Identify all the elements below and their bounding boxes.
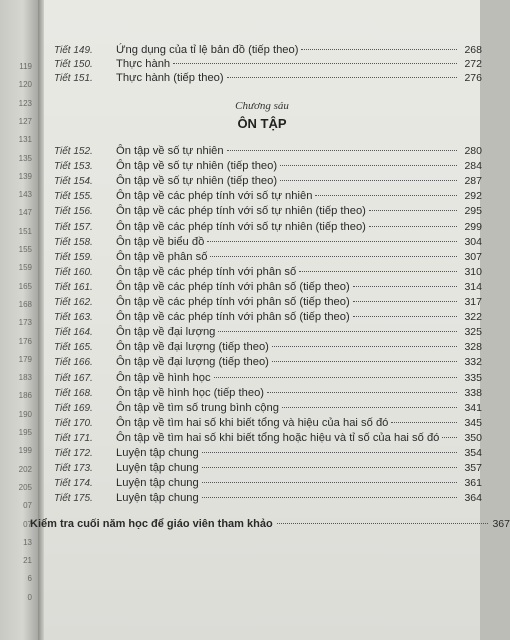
dot-leader bbox=[202, 497, 457, 498]
dot-leader bbox=[280, 165, 457, 166]
left-page-number: 131 bbox=[18, 135, 32, 145]
page-number: 304 bbox=[464, 235, 482, 248]
page-number: 276 bbox=[464, 72, 482, 84]
lesson-number: Tiết 150. bbox=[54, 59, 93, 70]
toc-entry bbox=[54, 281, 482, 296]
dot-leader bbox=[272, 346, 457, 347]
lesson-number: Tiết 153. bbox=[54, 161, 93, 173]
toc-entry bbox=[54, 190, 482, 205]
page-number: 280 bbox=[464, 145, 482, 157]
lesson-number: Tiết 171. bbox=[54, 432, 93, 444]
toc-entry bbox=[54, 402, 482, 417]
lesson-number: Tiết 175. bbox=[54, 493, 93, 505]
left-page-number: 179 bbox=[18, 354, 32, 364]
dot-leader bbox=[353, 286, 457, 287]
toc-entry bbox=[54, 44, 482, 59]
lesson-number: Tiết 174. bbox=[54, 478, 93, 490]
page-number: 361 bbox=[464, 477, 482, 490]
toc-entry bbox=[54, 205, 482, 220]
final-entry bbox=[30, 518, 510, 533]
toc-entry bbox=[54, 372, 482, 387]
dot-leader bbox=[267, 392, 457, 393]
lesson-number: Tiết 163. bbox=[54, 312, 93, 324]
left-page-number: 0 bbox=[27, 592, 32, 602]
lesson-title: Ôn tập về số tự nhiên bbox=[116, 145, 224, 157]
lesson-title: Luyện tập chung bbox=[116, 447, 199, 459]
page-number: 287 bbox=[464, 175, 482, 188]
page-number: 328 bbox=[464, 341, 482, 354]
chapter-title: Chương sáu bbox=[235, 100, 289, 112]
page-number: 350 bbox=[464, 431, 482, 444]
lesson-number: Tiết 165. bbox=[54, 342, 93, 354]
part-title: ÔN TẬP bbox=[237, 116, 287, 131]
lesson-title: Ôn tập về các phép tính với số tự nhiên bbox=[116, 190, 313, 203]
toc-entry bbox=[54, 356, 482, 371]
lesson-title: Ôn tập về các phép tính với phân số (tiếp theo) bbox=[116, 311, 350, 324]
toc-entry bbox=[54, 387, 482, 402]
page-number: 357 bbox=[464, 462, 482, 475]
toc-entry bbox=[54, 341, 482, 356]
page-number: 299 bbox=[464, 220, 482, 233]
dot-leader bbox=[202, 452, 457, 453]
left-page-number: 205 bbox=[18, 482, 32, 492]
left-page-number: 147 bbox=[18, 208, 32, 218]
dot-leader bbox=[218, 331, 457, 332]
dot-leader bbox=[282, 407, 457, 408]
toc-entry bbox=[54, 72, 482, 87]
dot-leader bbox=[227, 77, 457, 78]
lesson-title: Ứng dụng của tỉ lệ bản đồ (tiếp theo) bbox=[116, 44, 299, 56]
page-number: 307 bbox=[464, 250, 482, 263]
dot-leader bbox=[301, 49, 457, 50]
lesson-number: Tiết 168. bbox=[54, 387, 93, 399]
left-page-number: 07 bbox=[23, 501, 32, 511]
lesson-title: Ôn tập về tìm hai số khi biết tổng hoặc hiệu và tỉ số của hai số đó bbox=[116, 431, 440, 444]
dot-leader bbox=[315, 195, 457, 196]
left-page-number: 195 bbox=[18, 428, 32, 437]
toc-entry bbox=[54, 160, 482, 175]
page-number: 268 bbox=[464, 44, 482, 56]
left-page-number: 127 bbox=[18, 116, 32, 126]
lesson-title: Ôn tập về đại lượng (tiếp theo) bbox=[116, 356, 269, 369]
dot-leader bbox=[214, 377, 457, 378]
left-page-number: 155 bbox=[18, 245, 32, 254]
toc-entry bbox=[54, 58, 482, 73]
dot-leader bbox=[202, 482, 457, 483]
dot-leader bbox=[442, 437, 457, 438]
lesson-number: Tiết 158. bbox=[54, 236, 93, 248]
lesson-title: Ôn tập về các phép tính với số tự nhiên (tiếp theo) bbox=[116, 205, 366, 218]
left-page-number: 120 bbox=[18, 80, 32, 90]
page-number: 284 bbox=[464, 160, 482, 173]
lesson-number: Tiết 164. bbox=[54, 327, 93, 339]
lesson-number: Tiết 162. bbox=[54, 297, 93, 308]
dot-leader bbox=[210, 256, 457, 257]
dot-leader bbox=[391, 422, 457, 423]
dot-leader bbox=[299, 271, 457, 272]
left-page-number: 159 bbox=[18, 263, 32, 273]
lesson-title: Ôn tập về biểu đồ bbox=[116, 235, 205, 248]
left-page-number: 168 bbox=[18, 299, 32, 309]
dot-leader bbox=[369, 210, 457, 211]
left-page-number: 183 bbox=[18, 373, 32, 383]
page-number: 325 bbox=[464, 326, 482, 339]
lesson-title: Ôn tập về đại lượng (tiếp theo) bbox=[116, 341, 269, 354]
lesson-number: Tiết 170. bbox=[54, 417, 93, 429]
lesson-number: Tiết 160. bbox=[54, 266, 93, 278]
lesson-number: Tiết 167. bbox=[54, 372, 93, 384]
toc-entry bbox=[54, 311, 482, 326]
lesson-title: Ôn tập về hình học (tiếp theo) bbox=[116, 386, 265, 399]
left-facing-page bbox=[0, 0, 38, 640]
left-page-number: 6 bbox=[27, 574, 32, 584]
page-number: 314 bbox=[464, 280, 482, 293]
page-number: 332 bbox=[464, 356, 482, 369]
left-page-number: 176 bbox=[18, 336, 32, 346]
toc-entry bbox=[54, 432, 482, 447]
lesson-title: Ôn tập về tìm số trung bình cộng bbox=[116, 401, 279, 414]
left-page-number: 173 bbox=[18, 318, 32, 328]
left-page-number: 119 bbox=[19, 62, 32, 71]
lesson-number: Tiết 151. bbox=[54, 73, 93, 84]
lesson-title: Ôn tập về các phép tính với phân số (tiếp theo) bbox=[116, 296, 350, 308]
left-page-number: 21 bbox=[23, 556, 32, 566]
left-page-number: 165 bbox=[18, 281, 32, 291]
toc-entry bbox=[54, 462, 482, 477]
lesson-title: Luyện tập chung bbox=[116, 462, 199, 475]
toc-entry bbox=[54, 417, 482, 432]
dot-leader bbox=[272, 361, 457, 362]
lesson-title: Ôn tập về các phép tính với phân số (tiếp theo) bbox=[116, 280, 350, 293]
page-number: 364 bbox=[464, 492, 482, 505]
toc-entry bbox=[54, 175, 482, 190]
lesson-number: Tiết 157. bbox=[54, 221, 93, 233]
left-page-number: 123 bbox=[18, 98, 32, 108]
page-number: 341 bbox=[464, 401, 482, 414]
lesson-title: Thực hành bbox=[116, 58, 171, 70]
page-number: 345 bbox=[464, 416, 482, 429]
final-entry-title: Kiểm tra cuối năm học để giáo viên tham khảo bbox=[30, 518, 273, 530]
toc-page bbox=[30, 0, 510, 640]
page-number: 272 bbox=[464, 58, 482, 70]
dot-leader bbox=[227, 150, 457, 151]
page-number: 292 bbox=[464, 190, 482, 203]
dot-leader bbox=[202, 467, 457, 468]
lesson-title: Ôn tập về các phép tính với phân số bbox=[116, 265, 297, 278]
final-entry-page: 367 bbox=[492, 518, 510, 530]
toc-entry bbox=[54, 221, 482, 236]
lesson-number: Tiết 149. bbox=[54, 45, 93, 56]
lesson-number: Tiết 172. bbox=[54, 448, 93, 459]
lesson-title: Luyện tập chung bbox=[116, 477, 199, 490]
dot-leader bbox=[173, 63, 457, 64]
dot-leader bbox=[369, 226, 457, 227]
lesson-title: Ôn tập về hình học bbox=[116, 371, 211, 384]
lesson-number: Tiết 152. bbox=[54, 146, 93, 157]
lesson-title: Ôn tập về tìm hai số khi biết tổng và hiệu của hai số đó bbox=[116, 416, 389, 429]
toc-entry bbox=[54, 492, 482, 507]
lesson-title: Ôn tập về số tự nhiên (tiếp theo) bbox=[116, 160, 278, 173]
dot-leader bbox=[280, 180, 457, 181]
left-page-number: 07 bbox=[23, 519, 32, 529]
toc-entry bbox=[54, 296, 482, 311]
lesson-number: Tiết 156. bbox=[54, 206, 93, 218]
lesson-title: Ôn tập về đại lượng bbox=[116, 326, 216, 339]
page-number: 335 bbox=[464, 371, 482, 384]
toc-entry bbox=[54, 447, 482, 462]
lesson-number: Tiết 154. bbox=[54, 176, 93, 188]
left-page-number: 199 bbox=[18, 446, 32, 456]
toc-entry bbox=[54, 251, 482, 266]
left-page-number: 135 bbox=[18, 153, 32, 163]
toc-entry bbox=[54, 236, 482, 251]
page-number: 354 bbox=[464, 447, 482, 459]
lesson-number: Tiết 159. bbox=[54, 251, 93, 263]
toc-entry bbox=[54, 477, 482, 492]
dot-leader bbox=[207, 241, 457, 242]
left-page-number: 139 bbox=[18, 171, 32, 181]
toc-entry bbox=[54, 266, 482, 281]
lesson-number: Tiết 166. bbox=[54, 357, 93, 369]
left-page-number: 151 bbox=[18, 226, 32, 236]
left-page-number: 13 bbox=[23, 537, 32, 547]
lesson-number: Tiết 169. bbox=[54, 402, 93, 414]
dot-leader bbox=[353, 301, 457, 302]
left-page-number: 186 bbox=[18, 391, 32, 401]
lesson-number: Tiết 155. bbox=[54, 191, 93, 203]
lesson-title: Luyện tập chung bbox=[116, 492, 199, 505]
lesson-number: Tiết 161. bbox=[54, 281, 93, 293]
lesson-title: Ôn tập về các phép tính với số tự nhiên (tiếp theo) bbox=[116, 220, 366, 233]
dot-leader bbox=[277, 523, 489, 524]
left-page-number: 202 bbox=[18, 464, 32, 474]
lesson-title: Ôn tập về số tự nhiên (tiếp theo) bbox=[116, 175, 278, 188]
lesson-title: Ôn tập về phân số bbox=[116, 250, 208, 263]
toc-entry bbox=[54, 326, 482, 341]
lesson-number: Tiết 173. bbox=[54, 463, 93, 475]
page-number: 317 bbox=[464, 296, 482, 308]
dot-leader bbox=[353, 316, 457, 317]
page-number: 338 bbox=[464, 386, 482, 399]
toc-entry bbox=[54, 145, 482, 160]
page-number: 322 bbox=[464, 311, 482, 324]
left-page-number: 190 bbox=[18, 409, 32, 419]
lesson-title: Thực hành (tiếp theo) bbox=[116, 72, 224, 84]
left-page-number: 143 bbox=[18, 190, 32, 200]
page-number: 310 bbox=[464, 265, 482, 278]
page-number: 295 bbox=[464, 205, 482, 218]
